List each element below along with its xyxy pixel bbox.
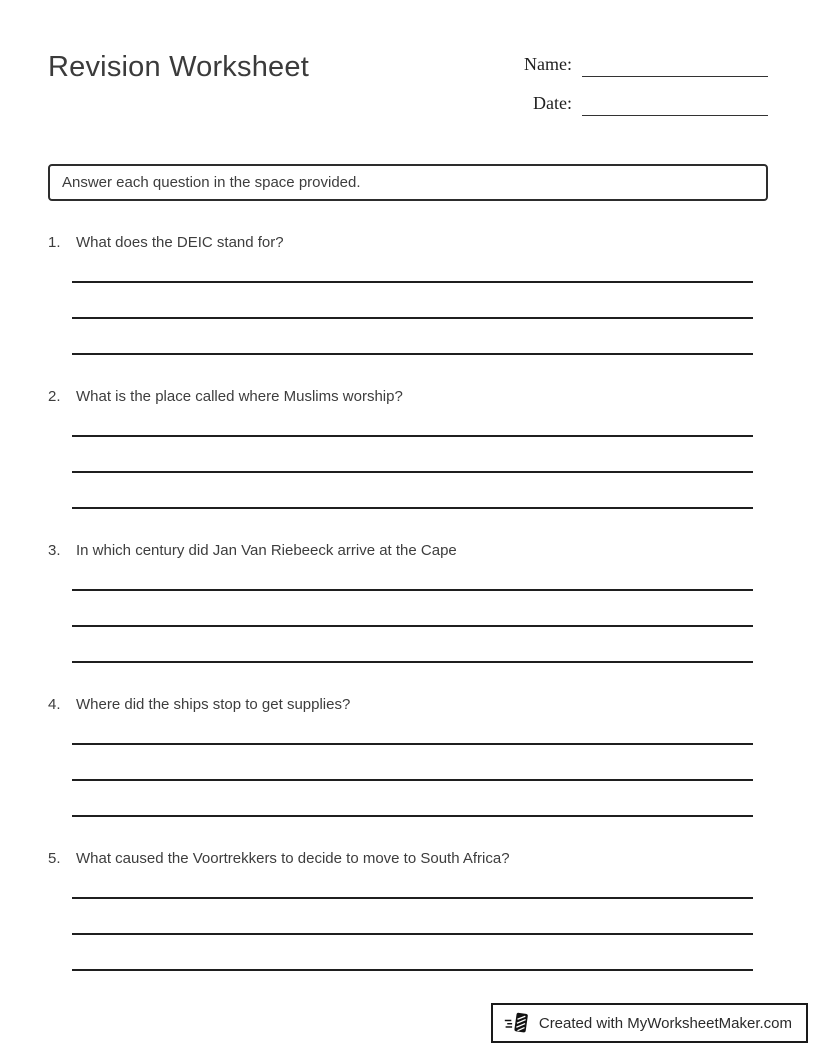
question-text: What does the DEIC stand for? [76, 234, 284, 252]
date-field[interactable] [582, 94, 768, 116]
question-3 [48, 541, 768, 695]
credit-badge[interactable] [491, 1003, 808, 1043]
answer-area [72, 407, 753, 509]
answer-line[interactable] [72, 899, 753, 935]
question-number: 3. [48, 542, 61, 560]
answer-area [72, 869, 753, 971]
answer-line[interactable] [72, 473, 753, 509]
question-list [48, 233, 768, 1003]
answer-line[interactable] [72, 561, 753, 591]
question-text-row [48, 849, 768, 869]
answer-line[interactable] [72, 253, 753, 283]
worksheet-maker-logo-icon [504, 1010, 530, 1036]
question-text: What caused the Voortrekkers to decide to move to South Africa? [76, 850, 510, 868]
answer-line[interactable] [72, 781, 753, 817]
answer-line[interactable] [72, 935, 753, 971]
question-1 [48, 233, 768, 387]
name-label: Name: [524, 54, 572, 74]
answer-line[interactable] [72, 745, 753, 781]
question-number: 1. [48, 234, 61, 252]
question-5 [48, 849, 768, 1003]
instructions-box [48, 164, 768, 201]
question-text-row [48, 233, 768, 253]
answer-area [72, 253, 753, 355]
name-date-block [518, 50, 768, 116]
page-title: Revision Worksheet [48, 51, 309, 83]
header [48, 0, 768, 116]
question-text: Where did the ships stop to get supplies? [76, 696, 351, 714]
answer-area [72, 561, 753, 663]
answer-line[interactable] [72, 407, 753, 437]
answer-line[interactable] [72, 715, 753, 745]
answer-line[interactable] [72, 437, 753, 473]
question-text: In which century did Jan Van Riebeeck arrive at the Cape [76, 542, 457, 560]
question-text-row [48, 695, 768, 715]
answer-line[interactable] [72, 319, 753, 355]
question-text-row [48, 387, 768, 407]
question-4 [48, 695, 768, 849]
name-field[interactable] [582, 55, 768, 77]
date-row [518, 91, 768, 116]
answer-line[interactable] [72, 869, 753, 899]
question-number: 5. [48, 850, 61, 868]
question-number: 4. [48, 696, 61, 714]
date-label: Date: [533, 93, 572, 114]
question-text-row [48, 541, 768, 561]
answer-line[interactable] [72, 283, 753, 319]
question-number: 2. [48, 388, 61, 406]
name-row [518, 52, 768, 77]
question-2 [48, 387, 768, 541]
question-text: What is the place called where Muslims worship? [76, 388, 403, 406]
instructions-text: Answer each question in the space provided. [62, 174, 361, 192]
answer-area [72, 715, 753, 817]
answer-line[interactable] [72, 627, 753, 663]
credit-text: Created with MyWorksheetMaker.com [538, 1014, 792, 1032]
answer-line[interactable] [72, 591, 753, 627]
